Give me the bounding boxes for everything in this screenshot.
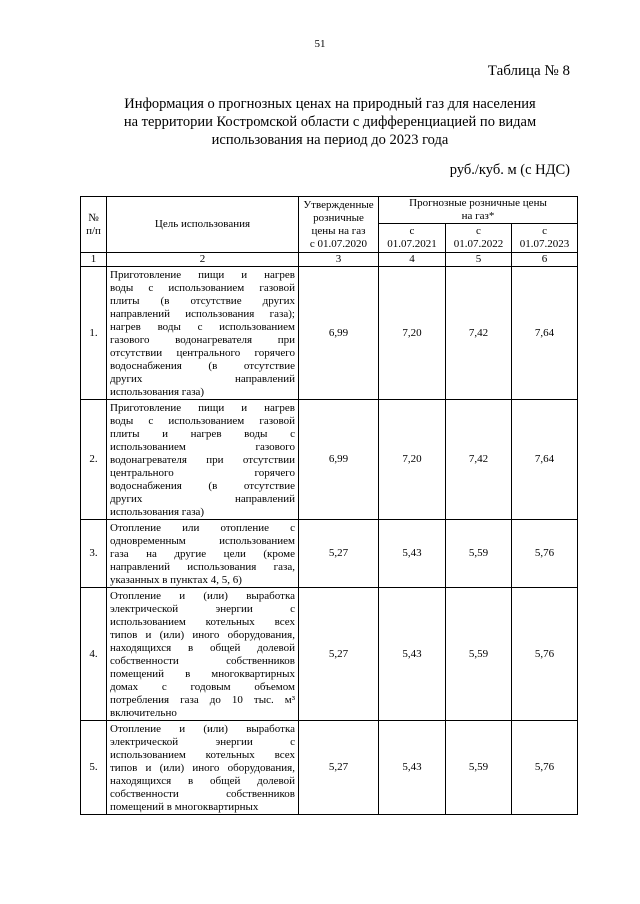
purpose-line: Отопление или отопление с [110, 522, 295, 534]
price-2022: 5,59 [446, 520, 512, 588]
price-2023: 5,76 [512, 588, 578, 721]
column-number: 5 [446, 253, 512, 267]
purpose-line: типов и (или) иного оборудования, [110, 629, 295, 641]
purpose-line: других направлений [110, 373, 295, 385]
purpose-line: указанных в пунктах 4, 5, 6) [110, 574, 242, 586]
purpose-line: направлений использования газа); [110, 308, 295, 320]
row-number: 2. [81, 400, 107, 520]
table-label: Таблица № 8 [487, 63, 570, 79]
row-purpose [107, 588, 299, 721]
header-2023: с 01.07.2023 [512, 224, 578, 253]
price-2021: 7,20 [379, 400, 446, 520]
header-num: № п/п [81, 197, 107, 253]
purpose-line: находящихся в общей долевой [110, 775, 295, 787]
purpose-line: электрической энергии с [110, 603, 295, 615]
purpose-line: газа на другие цели (кроме [110, 548, 295, 560]
purpose-line: включительно [110, 707, 177, 719]
unit-label: руб./куб. м (с НДС) [449, 162, 570, 178]
price-2022: 7,42 [446, 400, 512, 520]
row-purpose [107, 400, 299, 520]
column-number: 2 [107, 253, 299, 267]
purpose-line: собственности собственников [110, 655, 295, 667]
table-row [81, 520, 578, 588]
price-2023: 5,76 [512, 721, 578, 815]
price-2021: 5,43 [379, 520, 446, 588]
row-number: 1. [81, 267, 107, 400]
purpose-line: типов и (или) иного оборудования, [110, 762, 295, 774]
purpose-line: использования газа) [110, 386, 205, 398]
purpose-line: одновременным использованием [110, 535, 295, 547]
column-number: 1 [81, 253, 107, 267]
column-number: 4 [379, 253, 446, 267]
column-number: 3 [299, 253, 379, 267]
purpose-line: использованием газового [110, 441, 295, 453]
purpose-line: собственности собственников [110, 788, 295, 800]
purpose-line: водоснабжения (в отсутствие [110, 480, 295, 492]
purpose-line: плиты и нагрев воды с [110, 428, 295, 440]
row-purpose [107, 520, 299, 588]
header-purpose: Цель использования [107, 197, 299, 253]
purpose-line: Приготовление пищи и нагрев [110, 402, 295, 414]
purpose-line: использованием котельных всех [110, 616, 295, 628]
document-title [90, 95, 570, 149]
purpose-line: направлений использования газа, [110, 561, 295, 573]
purpose-line: Приготовление пищи и нагрев [110, 269, 295, 281]
purpose-line: Отопление и (или) выработка [110, 723, 295, 735]
purpose-line: центрального горячего [110, 467, 295, 479]
header-2021: с 01.07.2021 [379, 224, 446, 253]
page-number: 51 [314, 38, 326, 50]
purpose-line: плиты (в отсутствие других [110, 295, 295, 307]
table-row [81, 721, 578, 815]
price-table [80, 196, 578, 815]
price-2022: 7,42 [446, 267, 512, 400]
row-purpose [107, 721, 299, 815]
row-number: 4. [81, 588, 107, 721]
purpose-line: электрической энергии с [110, 736, 295, 748]
table-row [81, 588, 578, 721]
purpose-line: помещений в многоквартирных [110, 668, 295, 680]
purpose-line: водонагревателя при отсутствии [110, 454, 295, 466]
header-forecast: Прогнозные розничные цены на газ* [379, 197, 578, 224]
row-purpose [107, 267, 299, 400]
price-2023: 7,64 [512, 267, 578, 400]
column-number: 6 [512, 253, 578, 267]
purpose-line: воды с использованием газовой [110, 282, 295, 294]
purpose-line: газового водонагревателя при [110, 334, 295, 346]
price-2021: 7,20 [379, 267, 446, 400]
purpose-line: использования газа) [110, 506, 205, 518]
table-row [81, 267, 578, 400]
purpose-line: помещений в многоквартирных [110, 801, 259, 813]
header-approved: Утвержденные розничные цены на газ с 01.07.2020 [299, 197, 379, 253]
page-bottom-margin [0, 830, 640, 904]
price-2020: 6,99 [299, 267, 379, 400]
purpose-line: водоснабжения (в отсутствие [110, 360, 295, 372]
price-2020: 5,27 [299, 520, 379, 588]
price-2022: 5,59 [446, 588, 512, 721]
purpose-line: воды с использованием газовой [110, 415, 295, 427]
purpose-line: потребления газа до 10 тыс. м³ [110, 694, 295, 706]
price-2022: 5,59 [446, 721, 512, 815]
purpose-line: находящихся в общей долевой [110, 642, 295, 654]
purpose-line: Отопление и (или) выработка [110, 590, 295, 602]
purpose-line: использованием котельных всех [110, 749, 295, 761]
table-row [81, 400, 578, 520]
row-number: 3. [81, 520, 107, 588]
purpose-line: других направлений [110, 493, 295, 505]
price-2023: 7,64 [512, 400, 578, 520]
row-number: 5. [81, 721, 107, 815]
purpose-line: нагрев воды с использованием [110, 321, 295, 333]
price-2023: 5,76 [512, 520, 578, 588]
header-2022: с 01.07.2022 [446, 224, 512, 253]
price-2021: 5,43 [379, 721, 446, 815]
purpose-line: отсутствии центрального горячего [110, 347, 295, 359]
price-2020: 6,99 [299, 400, 379, 520]
price-2020: 5,27 [299, 721, 379, 815]
title-line: использования на период до 2023 года [211, 132, 449, 148]
price-2021: 5,43 [379, 588, 446, 721]
purpose-line: домах с годовым объемом [110, 681, 295, 693]
price-2020: 5,27 [299, 588, 379, 721]
title-line: Информация о прогнозных ценах на природный газ для населения [124, 96, 536, 112]
title-line: на территории Костромской области с дифференциацией по видам [123, 114, 537, 130]
